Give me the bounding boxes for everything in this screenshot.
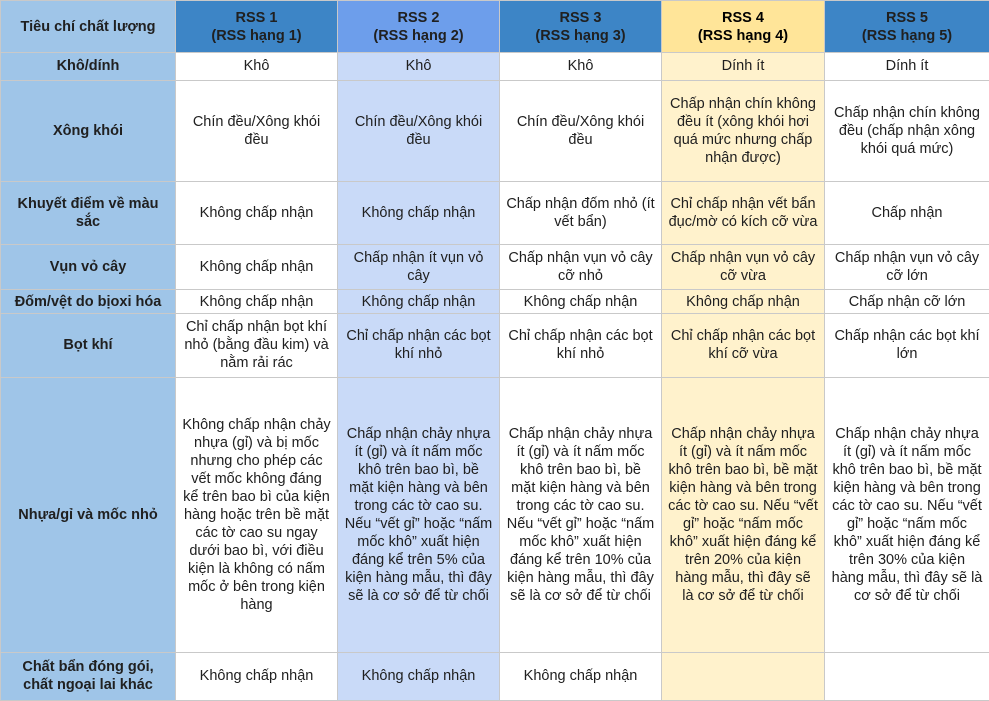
table-cell: Không chấp nhận bbox=[176, 182, 338, 244]
column-header-rss2 bbox=[338, 1, 500, 53]
column-header-rss4 bbox=[662, 1, 825, 53]
column-header-rss5 bbox=[825, 1, 989, 53]
table-row bbox=[1, 80, 989, 182]
table-cell: Chấp nhận vụn vỏ cây cỡ vừa bbox=[662, 244, 825, 289]
table-cell: Chấp nhận chảy nhựa ít (gỉ) và ít nấm mốc khô trên bao bì, bề mặt kiện hàng và bên trong các tờ cao su. Nếu “vết gỉ” hoặc “nấm mốc khô” xuất hiện đáng kể trên 10% của kiện hàng mẫu, thì đây sẽ là cơ sở để từ chối bbox=[500, 377, 662, 652]
column-header-rss1 bbox=[176, 1, 338, 53]
table-cell: Khô bbox=[176, 53, 338, 80]
table-row bbox=[1, 652, 989, 700]
table-cell: Không chấp nhận bbox=[338, 290, 500, 314]
table-cell: Chấp nhận ít vụn vỏ cây bbox=[338, 244, 500, 289]
table-row bbox=[1, 182, 989, 244]
table-row bbox=[1, 244, 989, 289]
table-row bbox=[1, 377, 989, 652]
table-cell: Chín đều/Xông khói đều bbox=[500, 80, 662, 182]
table-cell: Không chấp nhận bbox=[176, 652, 338, 700]
column-header-subtitle: (RSS hạng 1) bbox=[211, 27, 302, 44]
column-header-subtitle: (RSS hạng 2) bbox=[373, 27, 464, 44]
row-header: Nhựa/gỉ và mốc nhỏ bbox=[1, 377, 176, 652]
table-row bbox=[1, 290, 989, 314]
column-header-title: RSS 1 bbox=[235, 9, 278, 26]
table-cell bbox=[825, 652, 989, 700]
table-cell: Không chấp nhận bbox=[338, 652, 500, 700]
column-header-subtitle: (RSS hạng 4) bbox=[697, 27, 789, 44]
column-header-title: RSS 4 bbox=[722, 9, 764, 26]
table-cell: Chấp nhận chảy nhựa ít (gỉ) và ít nấm mốc khô trên bao bì, bề mặt kiện hàng và bên trong các tờ cao su. Nếu “vết gỉ” hoặc “nấm mốc khô” xuất hiện đáng kể trên 5% của kiện hàng mẫu, thì đây sẽ là cơ sở để từ chối bbox=[338, 377, 500, 652]
table-cell: Không chấp nhận bbox=[500, 290, 662, 314]
table-cell: Chấp nhận chảy nhựa ít (gỉ) và ít nấm mốc khô trên bao bì, bề mặt kiện hàng và bên trong các tờ cao su. Nếu “vết gỉ” hoặc “nấm mốc khô” xuất hiện đáng kể trên 30% của kiện hàng mẫu, thì đây sẽ là cơ sở để từ chối bbox=[825, 377, 989, 652]
row-header: Đốm/vệt do bịoxi hóa bbox=[1, 290, 176, 314]
table-cell: Chấp nhận chín không đều (chấp nhận xông khói quá mức) bbox=[825, 80, 989, 182]
table-cell: Chỉ chấp nhận vết bẩn đục/mờ có kích cỡ vừa bbox=[662, 182, 825, 244]
table-cell: Chấp nhận cỡ lớn bbox=[825, 290, 989, 314]
table-cell: Chín đều/Xông khói đều bbox=[176, 80, 338, 182]
corner-header: Tiêu chí chất lượng bbox=[1, 1, 176, 53]
table-cell: Chỉ chấp nhận các bọt khí nhỏ bbox=[500, 314, 662, 377]
table-cell: Khô bbox=[338, 53, 500, 80]
table-cell: Chấp nhận đốm nhỏ (ít vết bẩn) bbox=[500, 182, 662, 244]
table-cell bbox=[662, 652, 825, 700]
table-cell: Dính ít bbox=[662, 53, 825, 80]
table-cell: Không chấp nhận bbox=[176, 244, 338, 289]
table-cell: Chỉ chấp nhận các bọt khí nhỏ bbox=[338, 314, 500, 377]
table-cell: Chấp nhận vụn vỏ cây cỡ lớn bbox=[825, 244, 989, 289]
row-header: Khuyết điểm về màu sắc bbox=[1, 182, 176, 244]
row-header: Khô/dính bbox=[1, 53, 176, 80]
table-cell: Không chấp nhận bbox=[176, 290, 338, 314]
column-header-title: RSS 3 bbox=[559, 9, 602, 26]
column-header-subtitle: (RSS hạng 5) bbox=[861, 27, 953, 44]
table-cell: Không chấp nhận bbox=[338, 182, 500, 244]
table-cell: Không chấp nhận chảy nhựa (gỉ) và bị mốc nhưng cho phép các vết mốc không đáng kể trên bao bì của kiện hàng hoặc trên bề mặt các tờ cao su ngay dưới bao bì, với điều kiện là không có nấm mốc ở bên trong kiện hàng bbox=[176, 377, 338, 652]
table-cell: Chấp nhận chín không đều ít (xông khói hơi quá mức nhưng chấp nhận được) bbox=[662, 80, 825, 182]
table-cell: Chỉ chấp nhận các bọt khí cỡ vừa bbox=[662, 314, 825, 377]
row-header: Vụn vỏ cây bbox=[1, 244, 176, 289]
table-row bbox=[1, 53, 989, 80]
column-header-title: RSS 5 bbox=[886, 9, 928, 26]
table-cell: Chấp nhận các bọt khí lớn bbox=[825, 314, 989, 377]
header-row bbox=[1, 1, 989, 53]
table-cell: Chín đều/Xông khói đều bbox=[338, 80, 500, 182]
column-header-title: RSS 2 bbox=[397, 9, 440, 26]
row-header: Xông khói bbox=[1, 80, 176, 182]
table-cell: Chấp nhận vụn vỏ cây cỡ nhỏ bbox=[500, 244, 662, 289]
row-header: Chất bẩn đóng gói, chất ngoại lai khác bbox=[1, 652, 176, 700]
table-cell: Chấp nhận chảy nhựa ít (gỉ) và ít nấm mốc khô trên bao bì, bề mặt kiện hàng và bên trong các tờ cao su. Nếu “vết gỉ” hoặc “nấm mốc khô” xuất hiện đáng kể trên 20% của kiện hàng mẫu, thì đây sẽ là cơ sở để từ chối bbox=[662, 377, 825, 652]
table-row bbox=[1, 314, 989, 377]
table-cell: Khô bbox=[500, 53, 662, 80]
row-header: Bọt khí bbox=[1, 314, 176, 377]
column-header-rss3 bbox=[500, 1, 662, 53]
table-cell: Dính ít bbox=[825, 53, 989, 80]
table-cell: Không chấp nhận bbox=[662, 290, 825, 314]
table-cell: Chấp nhận bbox=[825, 182, 989, 244]
table-cell: Không chấp nhận bbox=[500, 652, 662, 700]
table-cell: Chỉ chấp nhận bọt khí nhỏ (bằng đầu kim) và nằm rải rác bbox=[176, 314, 338, 377]
column-header-subtitle: (RSS hạng 3) bbox=[535, 27, 626, 44]
